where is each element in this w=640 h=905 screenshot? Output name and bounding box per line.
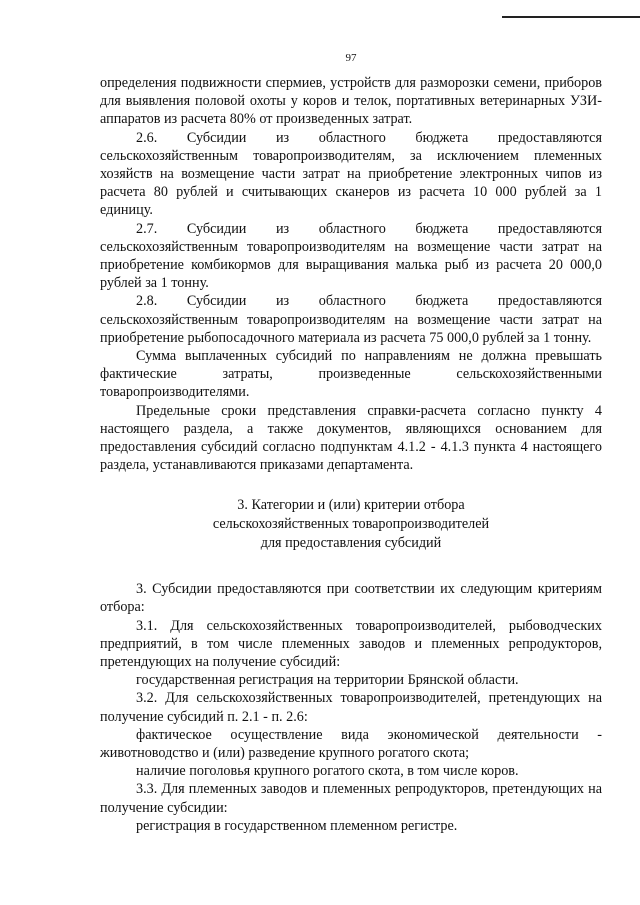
section-heading-line-3: для предоставления субсидий — [260, 534, 442, 551]
page-number: 97 — [345, 52, 357, 64]
paragraph-3-1: 3.1. Для сельскохозяйственных товаропроизводителей, рыбоводческих предприятий, в том числе племенных заводов и племенных репродукторов, претендующих на получение субсидий: — [100, 617, 602, 671]
paragraph-3: 3. Субсидии предоставляются при соответствии их следующим критериям отбора: — [100, 581, 602, 616]
paragraph-subsidy-sum: Сумма выплаченных субсидий по направлениям не должна превышать фактические затраты, произведенные сельскохозяйственными товаропроизводителями. — [100, 348, 602, 401]
paragraph-2-8: 2.8. Субсидии из областного бюджета предоставляются сельскохозяйственным товаропроизводителям на возмещение части затрат на приобретение рыбопосадочного материала из расчета 75 000,0 рублей за 1 тонну. — [100, 293, 602, 346]
paragraph-3-2-criterion-a: фактическое осуществление вида экономической деятельности - животноводство и (или) разведение крупного рогатого скота; — [100, 726, 602, 762]
paragraph-2-7: 2.7. Субсидии из областного бюджета предоставляются сельскохозяйственным товаропроизводителям на возмещение части затрат на приобретение комбикормов для выращивания малька рыб из расчета 20 000,0 рублей за 1 тонну. — [100, 220, 602, 292]
paragraph-3-2: 3.2. Для сельскохозяйственных товаропроизводителей, претендующих на получение субсидий п. 2.1 - п. 2.6: — [100, 690, 602, 725]
paragraph-3-3: 3.3. Для племенных заводов и племенных репродукторов, претендующих на получение субсидии: — [100, 781, 602, 816]
section-heading-line-1: 3. Категории и (или) критерии отбора — [237, 497, 465, 514]
paragraph-3-2-criterion-b: наличие поголовья крупного рогатого скота, в том числе коров. — [136, 763, 519, 780]
paragraph-3-1-criterion: государственная регистрация на территории Брянской области. — [136, 672, 519, 689]
scan-corner-line — [502, 0, 640, 18]
paragraph-deadlines: Предельные сроки представления справки-расчета согласно пункту 4 настоящего раздела, а также документов, являющихся основанием для предоставления субсидий согласно подпунктам 4.1.2 - 4.1.3 пункта 4 настоящего раздела, устанавливаются приказами департамента. — [100, 402, 602, 474]
paragraph-2-6: 2.6. Субсидии из областного бюджета предоставляются сельскохозяйственным товаропроизводителям, за исключением племенных хозяйств на возмещение части затрат на приобретение электронных чипов из расчета 80 рублей и считывающих сканеров из расчета 10 000 рублей за 1 единицу. — [100, 129, 602, 219]
paragraph-3-3-criterion: регистрация в государственном племенном регистре. — [136, 817, 458, 834]
document-page — [100, 52, 602, 835]
paragraph-continuation: определения подвижности спермиев, устройств для разморозки семени, приборов для выявления половой охоты у коров и телок, портативных ветеринарных УЗИ-аппаратов из расчета 80% от произведенных затрат. — [100, 75, 602, 128]
section-heading — [100, 496, 602, 552]
section-heading-line-2: сельскохозяйственных товаропроизводителей — [212, 516, 490, 533]
